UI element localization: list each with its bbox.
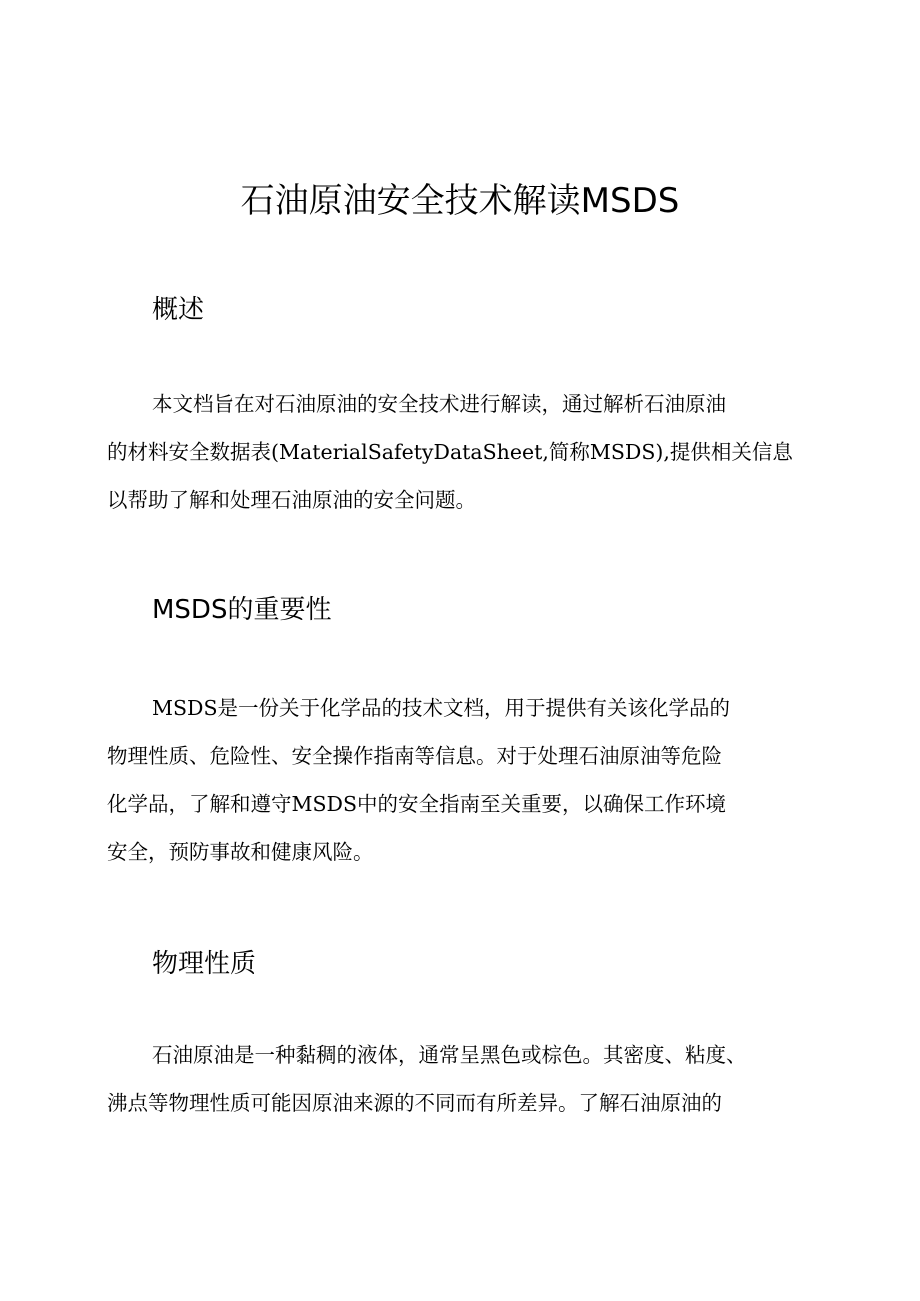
paragraph-line: 以帮助了解和处理石油原油的安全问题。 bbox=[107, 488, 476, 512]
section-heading-physical-properties: 物理性质 bbox=[152, 949, 257, 979]
paragraph-line: 本文档旨在对石油原油的安全技术进行解读，通过解析石油原油 bbox=[152, 392, 726, 416]
section-heading-msds-importance: MSDS的重要性 bbox=[152, 595, 332, 625]
paragraph-line: 沸点等物理性质可能因原油来源的不同而有所差异。了解石油原油的 bbox=[107, 1091, 722, 1115]
section-heading-overview: 概述 bbox=[152, 295, 205, 325]
page-title: 石油原油安全技术解读MSDS bbox=[240, 181, 680, 221]
paragraph-physical-properties bbox=[107, 1031, 827, 1127]
paragraph-line: 物理性质、危险性、安全操作指南等信息。对于处理石油原油等危险 bbox=[107, 744, 722, 768]
paragraph-msds-importance bbox=[107, 684, 827, 876]
paragraph-line: 石油原油是一种黏稠的液体，通常呈黑色或棕色。其密度、粘度、 bbox=[152, 1043, 747, 1067]
paragraph-line: 安全，预防事故和健康风险。 bbox=[107, 840, 374, 864]
paragraph-line: 化学品，了解和遵守MSDS中的安全指南至关重要，以确保工作环境 bbox=[107, 792, 727, 816]
paragraph-overview bbox=[107, 380, 827, 524]
paragraph-line: 的材料安全数据表(MaterialSafetyDataSheet,简称MSDS),提供相关信息 bbox=[107, 440, 793, 464]
paragraph-line: MSDS是一份关于化学品的技术文档，用于提供有关该化学品的 bbox=[152, 696, 731, 720]
